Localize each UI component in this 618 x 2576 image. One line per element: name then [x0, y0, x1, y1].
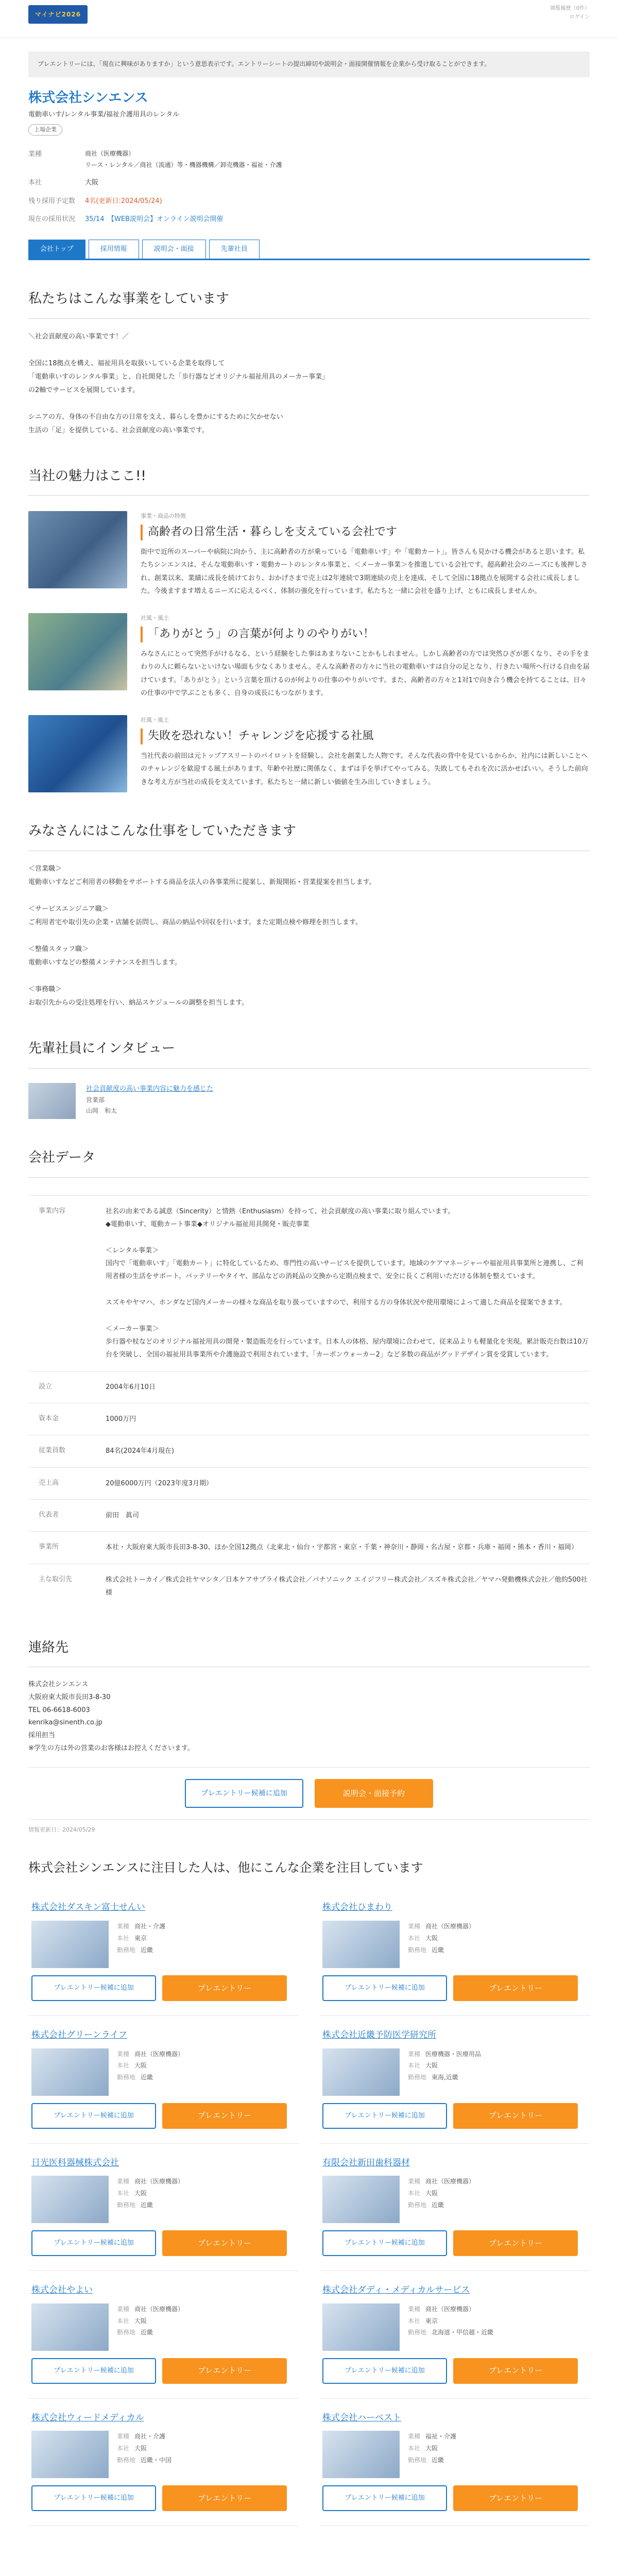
top-links	[551, 4, 590, 22]
recommend-card	[319, 2144, 590, 2272]
data-key: 設立	[28, 1371, 106, 1403]
recommend-company-name[interactable]: 日光医科器械株式会社	[31, 2157, 119, 2168]
data-value: 2004年6月10日	[106, 1371, 590, 1403]
data-key: 主な取引先	[28, 1564, 106, 1608]
recommend-company-meta	[117, 2176, 184, 2223]
recommend-card	[319, 2399, 590, 2527]
recommend-add-candidate-button[interactable]: プレエントリー候補に追加	[322, 2103, 447, 2129]
charm-photo	[28, 613, 127, 690]
recommend-company-meta	[117, 2431, 171, 2478]
data-key: 資本金	[28, 1403, 106, 1435]
data-value: 社名の由来である誠意（Sincerity）と情熱（Enthusiasm）を持って、社会貢献度の高い事業に取り組んでいます。 ◆電動車いす、電動カート事業◆オリジナル福祉用具開発・販売事業 ＜レンタル事業＞ 国内で「電動車いす」「電動カート」に特化しているため、専門性の高いサービスを提供しています。地域のケアマネージャーや福祉用具事業所と連携し、ご利用者様の生活をサポート。バッテリーやタイヤ、部品などの消耗品の交換から定期点検まで、安全に長くご利用いただける体制を整えています。 スズキやヤマハ、ホンダなど国内メーカーの様々な商品を取り扱っていますので、利用する方の身体状況や使用環境によって適した商品を提案できます。 ＜メーカー事業＞ 歩行器や杖などのオリジナル福祉用具の開発・製造販売を行っています。日本人の体格、屋内環境に合わせて、従来品よりも軽量化を実現。累計販売台数は10万台を突破し、全国の福祉用具事業所や介護施設で利用されています。「カーボンウォーカー2」など多数の商品がグッドデザイン賞を受賞しています。	[106, 1195, 590, 1371]
data-value: 本社・大阪府東大阪市長田3-8-30、ほか全国12拠点（北東北・仙台・宇都宮・東京・千葉・神奈川・静岡・名古屋・京都・兵庫・福岡・熊本・香川・福岡）	[106, 1532, 590, 1564]
recommend-area: 勤務地 近畿	[408, 2456, 444, 2464]
tab-company-top[interactable]: 会社トップ	[28, 240, 85, 258]
charm-category: 社風・風土	[141, 615, 169, 622]
company-catch: 電動車いす/レンタル事業/福祉介護用具のレンタル	[28, 111, 180, 119]
recommend-company-meta	[408, 2176, 475, 2223]
contact-section-title: 連絡先	[28, 1636, 590, 1668]
add-preentry-candidate-button[interactable]: プレエントリー候補に追加	[185, 1779, 303, 1808]
table-row	[28, 1467, 590, 1499]
recommend-hq: 本社 大阪	[408, 2062, 438, 2070]
recommend-company-photo[interactable]	[31, 2303, 109, 2351]
table-row	[28, 1532, 590, 1564]
recommend-preentry-button[interactable]: プレエントリー	[453, 2230, 578, 2256]
recommend-area: 勤務地 近畿	[117, 1946, 153, 1954]
recommend-company-meta	[408, 1921, 475, 1968]
recommend-card	[319, 2271, 590, 2399]
recommend-hq: 本社 大阪	[408, 1934, 438, 1942]
business-section-text: ＼社会貢献度の高い事業です！／ 全国に18拠点を構え、福祉用具を取扱いしている企業を取得して 「電動車いすのレンタル事業」と、自社開発した「歩行器などオリジナル福祉用具のメーカー事業」 の2軸でサービスを展開しています。 シニアの方、身体の不自由な方の日常を支え、暮らしを豊かにするために欠かせない 生活の「足」を提供している、社会貢献度の高い事業です。	[28, 332, 329, 434]
recommend-card	[319, 2016, 590, 2144]
recommend-area: 勤務地 近畿	[408, 2201, 444, 2209]
recommend-preentry-button[interactable]: プレエントリー	[162, 1975, 287, 2001]
data-key: 売上高	[28, 1467, 106, 1499]
recommend-preentry-button[interactable]: プレエントリー	[162, 2103, 287, 2129]
interview-photo[interactable]	[28, 1083, 76, 1119]
recommend-area: 勤務地 近畿	[408, 1946, 444, 1954]
interview-dept: 営業部	[86, 1096, 105, 1104]
recommend-company-name[interactable]: 株式会社ダディ・メディカルサービス	[322, 2285, 470, 2296]
top-bar	[0, 0, 618, 38]
recommend-hq: 本社 大阪	[408, 2445, 438, 2452]
recommend-area: 勤務地 近畿	[117, 2201, 153, 2209]
recommend-preentry-button[interactable]: プレエントリー	[162, 2230, 287, 2256]
recommend-preentry-button[interactable]: プレエントリー	[453, 2103, 578, 2129]
recommend-hq: 本社 東京	[117, 1934, 147, 1942]
charm-section-title: 当社の魅力はここ!!	[28, 464, 590, 496]
info-key: 業種	[28, 150, 42, 158]
charm-category: 社風・風土	[141, 717, 169, 724]
company-name: 株式会社シンエンス	[28, 90, 148, 106]
table-row	[28, 1564, 590, 1608]
data-key: 事業内容	[28, 1195, 106, 1371]
recommend-add-candidate-button[interactable]: プレエントリー候補に追加	[31, 2485, 156, 2511]
login-link[interactable]: ログイン	[569, 14, 590, 20]
recommend-industry: 業種 商社（医療機器）	[408, 1923, 475, 1930]
listed-tag: 上場企業	[28, 124, 62, 135]
recommend-preentry-button[interactable]: プレエントリー	[453, 2358, 578, 2384]
recommend-hq: 本社 大阪	[117, 2317, 147, 2325]
interview-section-title: 先輩社員にインタビュー	[28, 1037, 590, 1069]
updated-date: 情報更新日：2024/05/29	[28, 1826, 95, 1834]
cta-bar	[28, 1767, 590, 1820]
jobs-section-text: ＜営業職＞ 電動車いすなどご利用者の移動をサポートする商品を法人の各事業所に提案し、新規開拓・営業提案を担当します。 ＜サービスエンジニア職＞ ご利用者宅や取引先の企業・店舗を訪問し、商品の納品や回収を行います。また定期点検や修理を担当します。 ＜整備スタッフ職＞ 電動車いすなどの整備メンテナンスを担当します。 ＜事務職＞ お取引先からの受注処理を行い、納品スケジュールの調整を担当します。	[28, 865, 376, 1007]
charm-text: みなさんにとって突然手がけるなる、という経験をした事はあまりないことかもしれません。しかし高齢者の方では突然ひざが悪くなり、その手をまわりの人に頼らないといけない場面も少なくありません。そんな高齢者の方々に当社の電動車いすは自分の足となり、行きたい場所へ行ける自由を届けています。「ありがとう」という言葉を頂けるのが何よりの仕事のやりがいです。また、高齢者の方々と1対1で向き合う機会を持てることは、日々の仕事の中で学ぶことも多く、自身の成長にもつながります。	[141, 650, 590, 697]
recommend-title: 株式会社シンエンスに注目した人は、他にこんな企業を注目しています	[28, 1860, 423, 1875]
recommend-company-name[interactable]: 株式会社グリーンライフ	[31, 2030, 127, 2041]
interview-person: 山岡 和太	[86, 1107, 117, 1114]
recommend-company-photo[interactable]	[31, 2048, 109, 2096]
jobs-section-title: みなさんにはこんな仕事をしていただきます	[28, 819, 590, 851]
recommend-area: 勤務地 東海,近畿	[408, 2074, 458, 2081]
seminar-reserve-button[interactable]: 説明会・面接予約	[315, 1779, 433, 1808]
interview-link[interactable]: 社会貢献度の高い事業内容に魅力を感じた	[86, 1084, 214, 1093]
recommend-hq: 本社 大阪	[117, 2445, 147, 2452]
info-key: 現在の採用状況	[28, 215, 76, 223]
recommend-company-name[interactable]: 株式会社やよい	[31, 2285, 93, 2296]
table-row	[28, 1435, 590, 1467]
contact-text: 株式会社シンエンス 大阪府東大阪市長田3-8-30 TEL 06-6618-6003 kenrika@sinenth.co.jp 採用担当 ※学生の方は外の営業のお客様はお控えくださいます。	[28, 1681, 194, 1752]
interview-item	[28, 1083, 590, 1119]
info-value-industry: 商社（医療機器） リース・レンタル／商社（流通）等・機器機構／卸売機器・福祉・介護	[85, 149, 282, 168]
charm-heading: 高齢者の日常生活・暮らしを支えている会社です	[141, 524, 590, 540]
recommend-industry: 業種 商社（医療機器）	[117, 2050, 184, 2058]
recommend-company-name[interactable]: 株式会社ウィードメディカル	[31, 2412, 144, 2423]
recommend-company-photo[interactable]	[31, 2176, 109, 2223]
charm-photo	[28, 715, 127, 792]
recommend-company-name[interactable]: 有限会社新田歯科器材	[322, 2157, 410, 2168]
info-key: 残り採用予定数	[28, 197, 76, 205]
recommend-add-candidate-button[interactable]: プレエントリー候補に追加	[31, 1975, 156, 2001]
recommend-add-candidate-button[interactable]: プレエントリー候補に追加	[322, 2230, 447, 2256]
recommend-company-photo[interactable]	[322, 2176, 400, 2223]
logo-text: マイナビ2026	[35, 11, 81, 18]
history-link[interactable]: 閲覧履歴（0件）	[550, 6, 590, 11]
recommend-company-name[interactable]: 株式会社ひまわり	[322, 1902, 392, 1913]
data-key: 事業所	[28, 1532, 106, 1564]
recommend-hq: 本社 大阪	[408, 2190, 438, 2197]
recommend-company-meta	[117, 2303, 184, 2351]
data-value: 1000万円	[106, 1403, 590, 1435]
charm-item	[28, 613, 590, 700]
recommend-preentry-button[interactable]: プレエントリー	[162, 2485, 287, 2511]
table-row	[28, 1371, 590, 1403]
recommend-industry: 業種 商社・介護	[117, 2433, 166, 2441]
data-value: 前田 眞司	[106, 1500, 590, 1532]
recommend-company-meta	[408, 2431, 456, 2478]
site-logo[interactable]	[28, 5, 88, 24]
recommend-area: 勤務地 近畿	[117, 2329, 153, 2336]
company-data-table	[28, 1195, 590, 1609]
charm-photo	[28, 511, 127, 588]
recommend-industry: 業種 商社・介護	[117, 1923, 166, 1930]
recommend-area: 勤務地 北海道・甲信越・近畿	[408, 2329, 494, 2336]
recommend-preentry-button[interactable]: プレエントリー	[453, 2485, 578, 2511]
charm-item	[28, 511, 590, 598]
recommend-company-photo[interactable]	[31, 2431, 109, 2478]
recommend-industry: 業種 商社（医療機器）	[117, 2178, 184, 2185]
recommend-area: 勤務地 近畿	[117, 2074, 153, 2081]
recommend-industry: 業種 福祉・介護	[408, 2433, 457, 2441]
table-row	[28, 1403, 590, 1435]
recommend-company-name[interactable]: 株式会社近畿予防医学研究所	[322, 2030, 436, 2041]
tab-seniors[interactable]: 先輩社員	[209, 240, 260, 258]
company-tabs	[28, 240, 590, 260]
recommend-card	[28, 2016, 299, 2144]
data-key: 代表者	[28, 1500, 106, 1532]
recommend-hq: 本社 東京	[408, 2317, 438, 2325]
recommend-company-photo[interactable]	[322, 2048, 400, 2096]
charm-item	[28, 715, 590, 792]
recommend-company-photo[interactable]	[322, 1921, 400, 1968]
recommend-company-photo[interactable]	[322, 2303, 400, 2351]
charm-text: 街中で近所のスーパーや病院に向かう、主に高齢者の方が乗っている「電動車いす」や「電動カート」。皆さんも見かける機会があると思います。私たちシンエンスは、そんな電動車いす・電動カートのレンタル事業と、＜メーカー事業＞を推進している会社です。超高齢社会のニーズにも後押しされ、創業以来、業績に成長を続けており、おかげさまで売上は2年連続で3期連続の売上を達成、そして全国に18拠点を展開する会社に成長しました。今後ますます増えるニーズに応えるべく、体制の強化を行っています。私たちと一緒に会社を盛り上げ、ともに成長しませんか。	[141, 548, 588, 595]
recommend-grid	[28, 1888, 590, 2526]
recommend-add-candidate-button[interactable]: プレエントリー候補に追加	[322, 1975, 447, 2001]
recommend-company-meta	[408, 2303, 493, 2351]
recommend-card	[28, 2271, 299, 2399]
company-info-table	[28, 145, 590, 228]
data-value: 20億6000万円（2023年度3月期）	[106, 1467, 590, 1499]
recommend-add-candidate-button[interactable]: プレエントリー候補に追加	[322, 2358, 447, 2384]
charm-category: 事業・商品の特徴	[141, 513, 186, 520]
recommend-company-meta	[408, 2048, 481, 2096]
table-row	[28, 1195, 590, 1371]
info-value-remaining: 4名(更新日:2024/05/24)	[85, 197, 162, 205]
recommend-company-photo[interactable]	[322, 2431, 400, 2478]
recommend-industry: 業種 商社（医療機器）	[408, 2305, 475, 2313]
info-value-status[interactable]: 35/14 【WEB説明会】オンライン説明会開催	[85, 215, 224, 223]
recommend-card	[319, 1888, 590, 2016]
data-key: 従業員数	[28, 1435, 106, 1467]
data-value: 株式会社トーカイ／株式会社ヤマシタ／日本ケアサプライ株式会社／パナソニック エイジフリー株式会社／スズキ株式会社／ヤマハ発動機株式会社／他約500社様	[106, 1564, 590, 1608]
charm-heading: 失敗を恐れない！チャレンジを応援する社風	[141, 728, 590, 744]
recommend-hq: 本社 大阪	[117, 2062, 147, 2070]
tab-seminar[interactable]: 説明会・面接	[142, 240, 206, 258]
recommend-add-candidate-button[interactable]: プレエントリー候補に追加	[322, 2485, 447, 2511]
recommend-company-name[interactable]: 株式会社ハーベスト	[322, 2412, 401, 2423]
recommend-card	[28, 2144, 299, 2272]
recommend-preentry-button[interactable]: プレエントリー	[453, 1975, 578, 2001]
recommend-company-photo[interactable]	[31, 1921, 109, 1968]
recommend-industry: 業種 医療機器・医療用品	[408, 2050, 482, 2058]
charm-text: 当社代表の前田は元トップアスリートのパイロットを経験し、会社を創業した人物です。そんな代表の背中を見ているからか、社内には新しいことへのチャレンジを歓迎する風土があります。年齢や社歴に関係なく、まずは手を挙げてやってみる。失敗してもそれを次に活かせばいい。そうした前向きな考え方が当社の成長を支えています。私たちと一緒に新しい価値を生み出していきましょう。	[141, 752, 588, 786]
business-section-title: 私たちはこんな事業をしています	[28, 287, 590, 319]
data-section-title: 会社データ	[28, 1146, 590, 1178]
recommend-company-meta	[117, 1921, 165, 1968]
recommend-company-meta	[117, 2048, 184, 2096]
recommend-add-candidate-button[interactable]: プレエントリー候補に追加	[31, 2103, 156, 2129]
recommend-industry: 業種 商社（医療機器）	[408, 2178, 475, 2185]
recommend-area: 勤務地 近畿・中国	[117, 2456, 172, 2464]
charm-heading: 「ありがとう」の言葉が何よりのやりがい！	[141, 626, 590, 642]
table-row	[28, 1500, 590, 1532]
recommend-add-candidate-button[interactable]: プレエントリー候補に追加	[31, 2230, 156, 2256]
recommend-industry: 業種 商社（医療機器）	[117, 2305, 184, 2313]
recommend-company-name[interactable]: 株式会社ダスキン富士せんい	[31, 1902, 145, 1913]
recommend-hq: 本社 大阪	[117, 2190, 147, 2197]
recommend-card	[28, 1888, 299, 2016]
tab-recruit-info[interactable]: 採用情報	[89, 240, 139, 258]
info-key: 本社	[28, 179, 42, 187]
info-value-hq: 大阪	[85, 179, 99, 187]
recommend-preentry-button[interactable]: プレエントリー	[162, 2358, 287, 2384]
preentry-notice: プレエントリーには、「現在に興味がありますか」という意思表示です。エントリーシートの提出締切や説明会・面接開催情報を企業から受け取ることができます。	[28, 52, 590, 77]
data-value: 84名(2024年4月現在)	[106, 1435, 590, 1467]
recommend-add-candidate-button[interactable]: プレエントリー候補に追加	[31, 2358, 156, 2384]
recommend-card	[28, 2399, 299, 2527]
